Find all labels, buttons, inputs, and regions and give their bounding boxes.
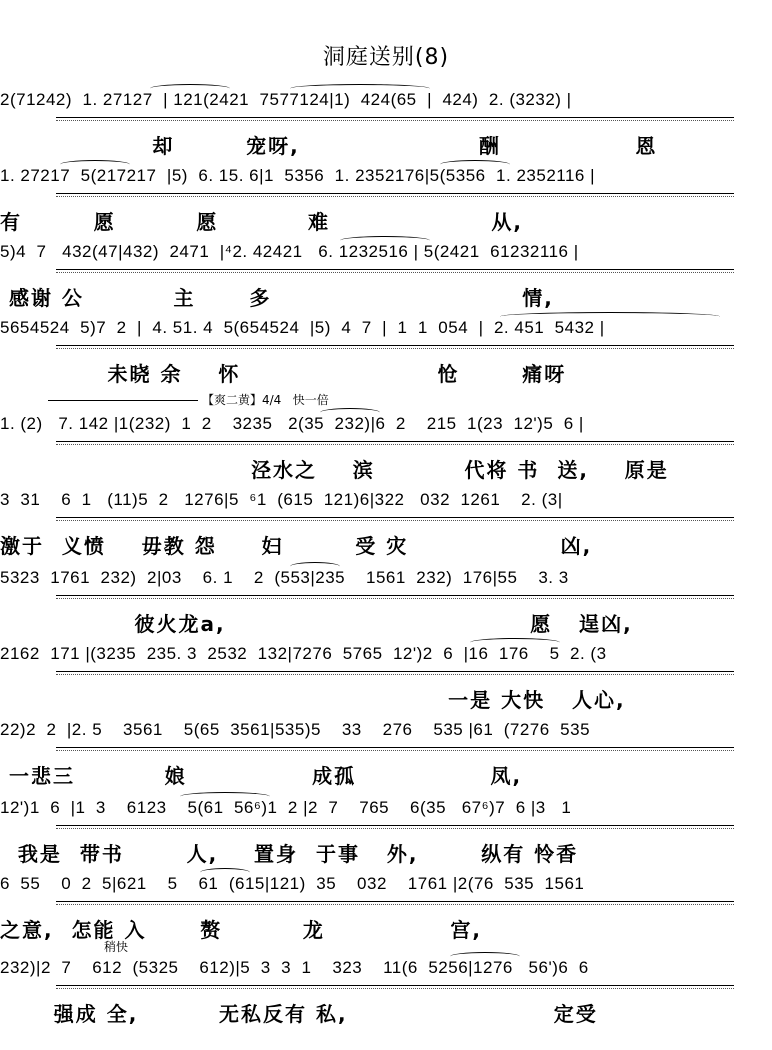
lyrics-line: 未晓 余 怀 怆 痛呀 <box>0 362 567 386</box>
slur-mark <box>500 312 720 321</box>
slur-mark <box>450 952 520 961</box>
tempo-change-label: 【爽二黄】4/4 <box>202 393 282 407</box>
tempo-annotation <box>48 391 329 408</box>
slur-mark <box>320 408 380 417</box>
notation-line: 5)4 7 432(47|432) 2471 |⁴2. 42421 6. 1232516 | 5(2421 61232116 | <box>0 242 772 272</box>
slur-mark <box>290 84 430 93</box>
annotation-rule <box>48 400 198 401</box>
notation-line: 6 55 0 2 5|621 5 61 (615|121) 35 032 1761 |2(76 535 1561 <box>0 874 772 904</box>
slur-mark <box>470 638 560 647</box>
lyrics-line: 我是 带书 人, 置身 于事 外, 纵有 怜香 <box>0 842 579 866</box>
notation-line: 2(71242) 1. 27127 | 121(2421 7577124|1) 424(65 | 424) 2. (3232) | <box>0 90 772 120</box>
lyrics-line: 泾水之 滨 代将 书 送, 原是 <box>0 458 669 482</box>
notation-line: 3 31 6 1 (11)5 2 1276|5 ⁶1 (615 121)6|322 032 1261 2. (3| <box>0 490 772 520</box>
notation-line: 12')1 6 |1 3 6123 5(61 56⁶)1 2 |2 7 765 6(35 67⁶)7 6 |3 1 <box>0 798 772 828</box>
slightly-fast-label: 稍快 <box>104 940 129 954</box>
lyrics-line: 有 愿 愿 难 从, <box>0 210 523 234</box>
slur-mark <box>150 84 230 93</box>
page-title: 洞庭送别(8) <box>322 45 450 70</box>
lyrics-line: 彼火龙a, 愿 逞凶, <box>0 612 633 636</box>
lyrics-line: 激于 义愤 毋教 怨 妇 受 灾 凶, <box>0 534 593 558</box>
slur-mark <box>60 160 130 169</box>
lyrics-line: 之意, 怎能 入 赘 龙 宫, <box>0 918 483 942</box>
notation-line: 5654524 5)7 2 | 4. 51. 4 5(654524 |5) 4 7 | 1 1 054 | 2. 451 5432 | <box>0 318 772 348</box>
lyrics-line: 强成 全, 无私反有 私, 定受 <box>0 1002 598 1026</box>
slur-mark <box>440 160 510 169</box>
notation-line: 5323 1761 232) 2|03 6. 1 2 (553|235 1561 232) 176|55 3. 3 <box>0 568 772 598</box>
notation-line: 232)|2 7 612 (5325 612)|5 3 3 1 323 11(6 5256|1276 56')6 6 <box>0 958 772 988</box>
slur-mark <box>290 562 340 571</box>
slur-mark <box>180 792 270 801</box>
notation-line: 1. (2) 7. 142 |1(232) 1 2 3235 2(35 232)|6 2 215 1(23 12')5 6 | <box>0 414 772 444</box>
lyrics-line: 一悲三 娘 成孤 凤, <box>0 764 523 788</box>
lyrics-line: 感谢 公 主 多 情, <box>0 286 554 310</box>
slur-mark <box>200 868 250 877</box>
notation-line: 1. 27217 5(217217 |5) 6. 15. 6|1 5356 1. 2352176|5(5356 1. 2352116 | <box>0 166 772 196</box>
notation-line: 22)2 2 |2. 5 3561 5(65 3561|535)5 33 276 535 |61 (7276 535 <box>0 720 772 750</box>
notation-line: 2162 171 |(3235 235. 3 2532 132|7276 5765 12')2 6 |16 176 5 2. (3 <box>0 644 772 674</box>
lyrics-line: 却 宠呀, 酬 恩 <box>0 134 658 158</box>
slur-mark <box>340 236 430 245</box>
speed-label: 快一倍 <box>292 393 329 407</box>
lyrics-line: 一是 大快 人心, <box>0 688 626 712</box>
